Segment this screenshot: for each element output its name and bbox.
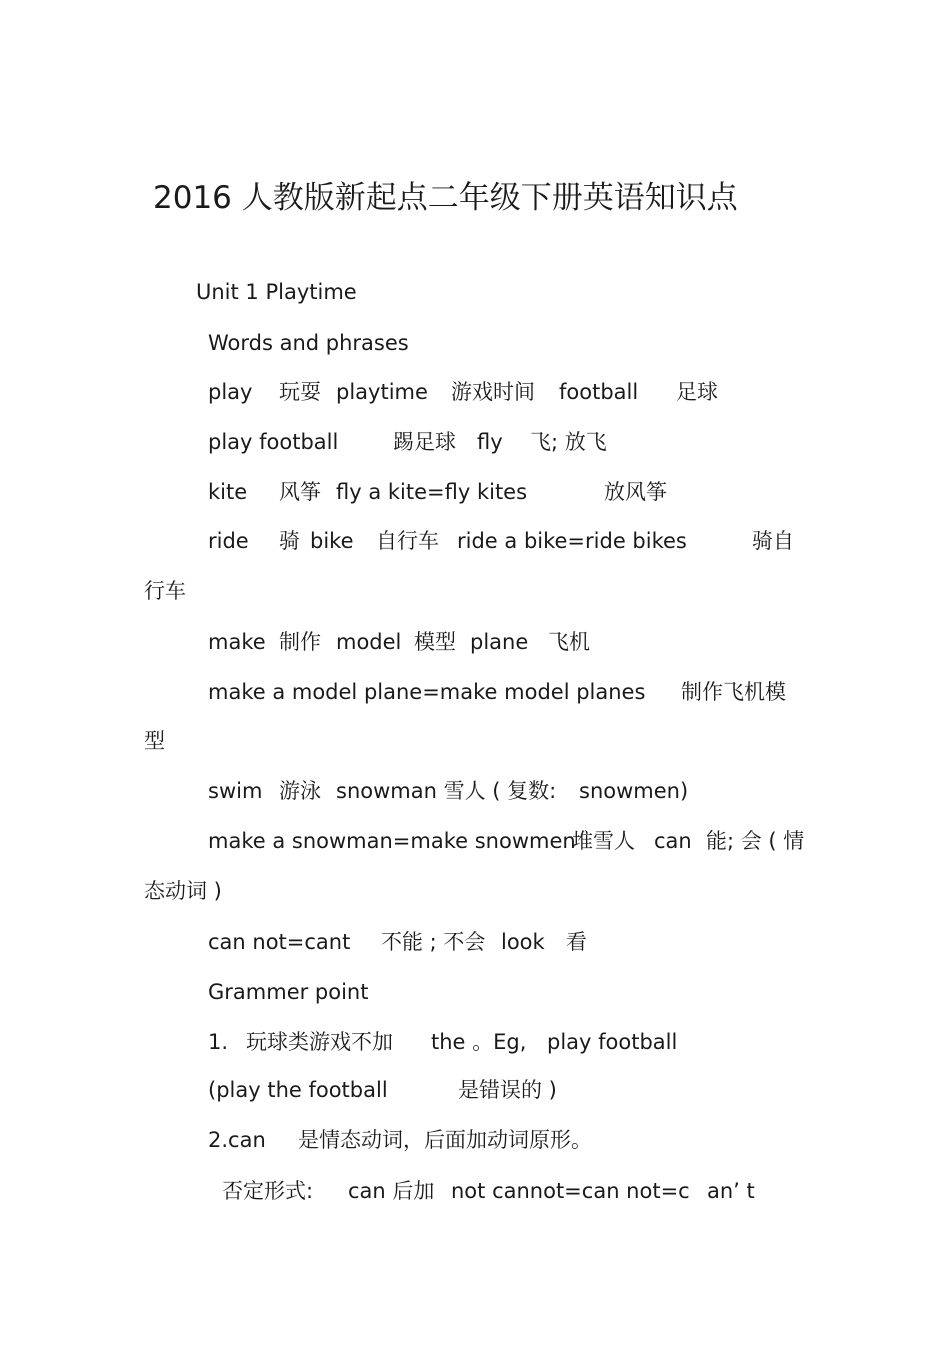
grammar-text: 是错误的 ) bbox=[458, 1078, 557, 1102]
vocab-word: bike bbox=[310, 529, 354, 553]
vocab-word: make a snowman=make snowmen bbox=[208, 829, 576, 853]
vocab-word: ride bbox=[208, 529, 249, 553]
vocab-meaning: 飞; 放飞 bbox=[530, 430, 607, 454]
vocab-word: kite bbox=[208, 480, 248, 504]
vocab-meaning: 自行车 bbox=[376, 529, 439, 553]
grammar-text: play football bbox=[547, 1030, 678, 1054]
vocab-word: make a model plane=make model planes bbox=[208, 680, 646, 704]
vocab-meaning: 能; 会 ( 情 bbox=[706, 829, 805, 853]
vocab-meaning: 游泳 bbox=[279, 779, 321, 803]
vocab-meaning: 玩耍 bbox=[279, 380, 321, 404]
grammar-text: an’ t bbox=[707, 1179, 755, 1203]
vocab-word: can bbox=[654, 829, 692, 853]
document-title: 2016 人教版新起点二年级下册英语知识点 bbox=[153, 180, 738, 216]
vocab-word: play football bbox=[208, 430, 339, 454]
vocab-word: swim bbox=[208, 779, 263, 803]
grammar-text: can 后加 bbox=[348, 1179, 435, 1203]
words-section-heading: Words and phrases bbox=[208, 331, 409, 355]
vocab-word: ride a bike=ride bikes bbox=[457, 529, 687, 553]
vocab-meaning: 飞机 bbox=[548, 630, 590, 654]
vocab-meaning: 制作飞机模 bbox=[681, 680, 786, 704]
unit-heading: Unit 1 Playtime bbox=[196, 280, 357, 304]
vocab-line-8-wrap: 态动词 ) bbox=[144, 879, 222, 903]
grammar-text: 玩球类游戏不加 bbox=[246, 1030, 393, 1054]
vocab-meaning: 骑 bbox=[279, 529, 300, 553]
vocab-word: make bbox=[208, 630, 266, 654]
vocab-word: fly a kite=fly kites bbox=[336, 480, 528, 504]
vocab-meaning: 游戏时间 bbox=[451, 380, 535, 404]
vocab-line-4-wrap: 行车 bbox=[144, 579, 186, 603]
grammar-text: 否定形式: bbox=[222, 1179, 314, 1203]
vocab-meaning: 看 bbox=[566, 930, 587, 954]
vocab-meaning: 制作 bbox=[279, 630, 321, 654]
vocab-meaning: 放风筝 bbox=[604, 480, 667, 504]
vocab-meaning: 骑自 bbox=[752, 529, 794, 553]
vocab-meaning: 模型 bbox=[414, 630, 456, 654]
vocab-word: playtime bbox=[336, 380, 428, 404]
grammar-text: 是情态动词，后面加动词原形。 bbox=[298, 1128, 592, 1152]
vocab-meaning: 风筝 bbox=[279, 480, 321, 504]
vocab-word: can not=cant bbox=[208, 930, 351, 954]
grammar-text: 2.can bbox=[208, 1128, 266, 1152]
vocab-meaning: 不能 ; 不会 bbox=[381, 930, 486, 954]
vocab-word: play bbox=[208, 380, 253, 404]
vocab-meaning: 堆雪人 bbox=[572, 829, 635, 853]
vocab-meaning: 足球 bbox=[676, 380, 718, 404]
vocab-word: look bbox=[501, 930, 545, 954]
vocab-word: snowmen) bbox=[579, 779, 689, 803]
grammar-section-heading: Grammer point bbox=[208, 980, 369, 1004]
vocab-line-6-wrap: 型 bbox=[144, 729, 165, 753]
vocab-word: football bbox=[559, 380, 639, 404]
vocab-word: snowman 雪人 ( 复数: bbox=[336, 779, 557, 803]
grammar-text: not cannot=can not=c bbox=[451, 1179, 690, 1203]
vocab-word: fly bbox=[477, 430, 503, 454]
grammar-text: the 。Eg, bbox=[431, 1030, 527, 1054]
grammar-number: 1. bbox=[208, 1030, 229, 1054]
vocab-word: plane bbox=[470, 630, 529, 654]
grammar-text: (play the football bbox=[208, 1078, 388, 1102]
vocab-word: model bbox=[336, 630, 402, 654]
vocab-meaning: 踢足球 bbox=[393, 430, 456, 454]
